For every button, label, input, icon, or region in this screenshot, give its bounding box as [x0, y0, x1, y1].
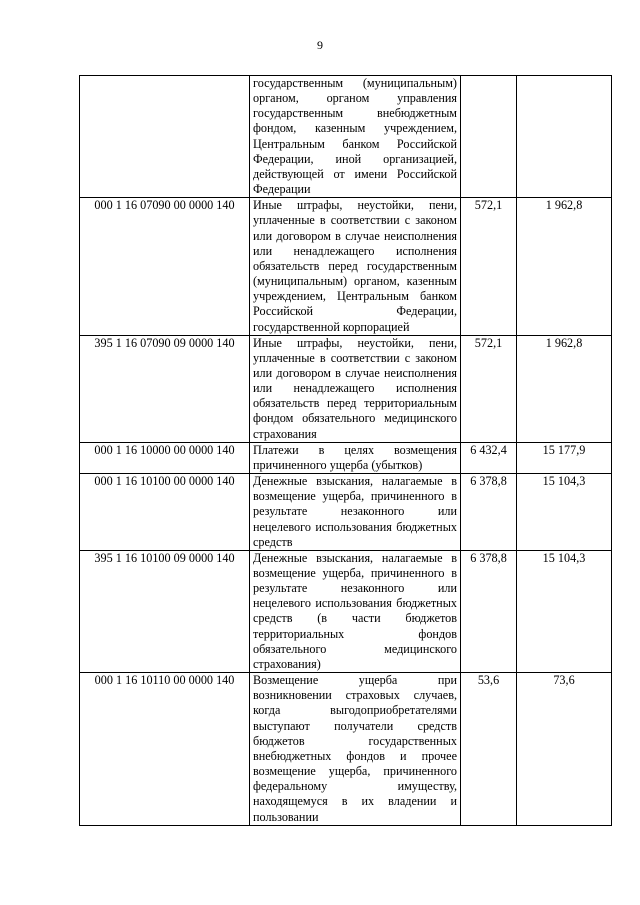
table-row	[80, 442, 612, 473]
budget-code-cell: 000 1 16 07090 00 0000 140	[80, 198, 250, 335]
revenue-name-cell: Возмещение ущерба при возникновении страховых случаев, когда выгодоприобретателями выступают получатели средств бюджетов государственных внебюджетных фондов и прочее возмещение ущерба, причиненного федеральному имуществу, находящемуся в их владении и пользовании	[250, 673, 461, 826]
amount-cell-1: 6 378,8	[461, 550, 517, 672]
amount-cell-1: 53,6	[461, 673, 517, 826]
table-row	[80, 76, 612, 198]
budget-code-cell: 000 1 16 10100 00 0000 140	[80, 474, 250, 551]
amount-cell-2	[517, 76, 612, 198]
revenue-name-cell: Платежи в целях возмещения причиненного ущерба (убытков)	[250, 442, 461, 473]
amount-cell-2: 1 962,8	[517, 335, 612, 442]
budget-code-cell	[80, 76, 250, 198]
budget-code-cell: 000 1 16 10110 00 0000 140	[80, 673, 250, 826]
amount-cell-1	[461, 76, 517, 198]
budget-code-cell: 000 1 16 10000 00 0000 140	[80, 442, 250, 473]
amount-cell-2: 15 104,3	[517, 550, 612, 672]
table-row	[80, 474, 612, 551]
budget-code-cell: 395 1 16 10100 09 0000 140	[80, 550, 250, 672]
table-row	[80, 673, 612, 826]
amount-cell-1: 6 378,8	[461, 474, 517, 551]
revenue-name-cell: Иные штрафы, неустойки, пени, уплаченные в соответствии с законом или договором в случае неисполнения или ненадлежащего исполнения обязательств перед территориальным фондом обязательного медицинского страхования	[250, 335, 461, 442]
revenue-table	[79, 75, 612, 826]
amount-cell-2: 1 962,8	[517, 198, 612, 335]
budget-code-cell: 395 1 16 07090 09 0000 140	[80, 335, 250, 442]
amount-cell-2: 15 104,3	[517, 474, 612, 551]
amount-cell-1: 572,1	[461, 198, 517, 335]
page-number: 9	[317, 38, 323, 52]
amount-cell-1: 572,1	[461, 335, 517, 442]
amount-cell-2: 15 177,9	[517, 442, 612, 473]
amount-cell-1: 6 432,4	[461, 442, 517, 473]
table-row	[80, 335, 612, 442]
table-row	[80, 198, 612, 335]
amount-cell-2: 73,6	[517, 673, 612, 826]
revenue-name-cell: государственным (муниципальным) органом, органом управления государственным внебюджетным фондом, казенным учреждением, Центральным банком Российской Федерации, иной организацией, действующей от имени Российской Федерации	[250, 76, 461, 198]
revenue-name-cell: Иные штрафы, неустойки, пени, уплаченные в соответствии с законом или договором в случае неисполнения или ненадлежащего исполнения обязательств перед государственным (муниципальным) органом, казенным учреждением, Центральным банком Российской Федерации, государственной корпорацией	[250, 198, 461, 335]
revenue-name-cell: Денежные взыскания, налагаемые в возмещение ущерба, причиненного в результате незаконного или нецелевого использования бюджетных средств (в части бюджетов территориальных фондов обязательного медицинского страхования)	[250, 550, 461, 672]
revenue-name-cell: Денежные взыскания, налагаемые в возмещение ущерба, причиненного в результате незаконного или нецелевого использования бюджетных средств	[250, 474, 461, 551]
table-row	[80, 550, 612, 672]
